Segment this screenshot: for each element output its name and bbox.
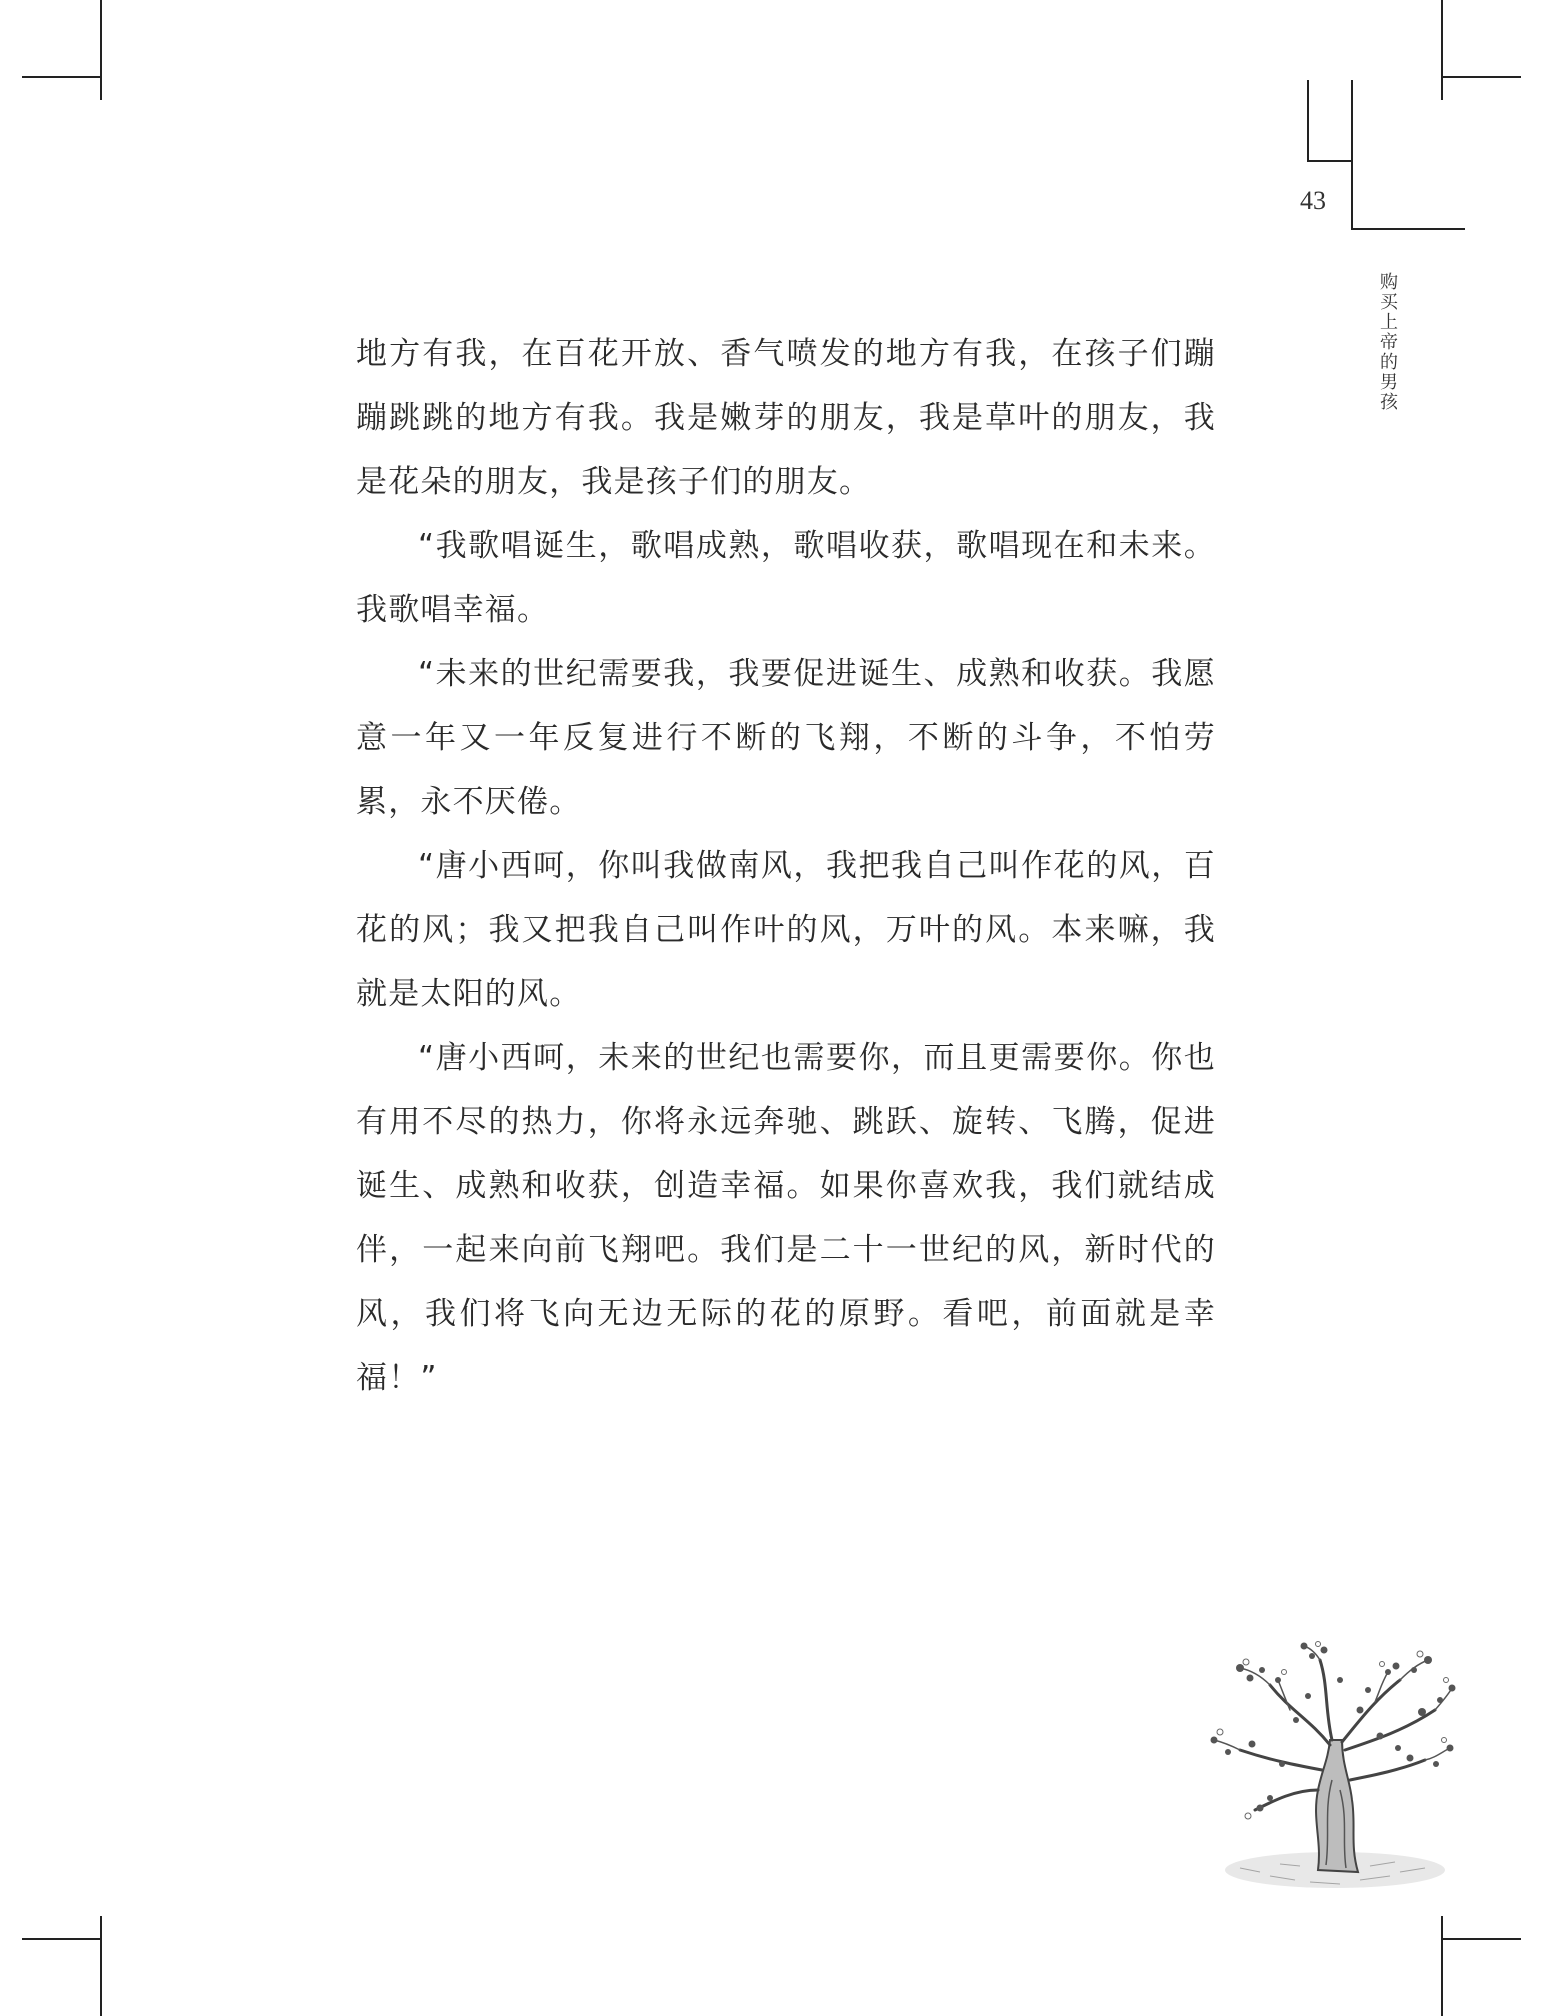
running-title: 购买上帝的男孩 xyxy=(1377,272,1398,412)
tree-sketch-icon xyxy=(1200,1640,1460,1910)
paragraph: “我歌唱诞生，歌唱成熟，歌唱收获，歌唱现在和未来。我歌唱幸福。 xyxy=(356,528,1216,628)
crop-mark-bottom-right-vertical xyxy=(1441,1916,1443,2016)
header-rule-left-vertical xyxy=(1307,80,1309,162)
paragraph: “唐小西呵，你叫我做南风，我把我自己叫作花的风，百花的风；我又把我自己叫作叶的风，万叶的风。本来嘛，我就是太阳的风。 xyxy=(356,848,1216,1012)
paragraph: “唐小西呵，未来的世纪也需要你，而且更需要你。你也有用不尽的热力，你将永远奔驰、跳跃、旋转、飞腾，促进诞生、成熟和收获，创造幸福。如果你喜欢我，我们就结成伴，一起来向前飞翔吧。我们是二十一世纪的风，新时代的风，我们将飞向无边无际的花的原野。看吧，前面就是幸福！” xyxy=(356,1040,1216,1396)
crop-mark-top-right-vertical xyxy=(1441,0,1443,100)
crop-mark-top-right-horizontal xyxy=(1441,76,1521,78)
crop-mark-top-left-vertical xyxy=(100,0,102,100)
header-rule-right-vertical xyxy=(1351,80,1353,230)
header-rule-left-horizontal xyxy=(1307,160,1353,162)
header-rule-right-horizontal xyxy=(1351,228,1465,230)
paragraph: 地方有我，在百花开放、香气喷发的地方有我，在孩子们蹦蹦跳跳的地方有我。我是嫩芽的朋友，我是草叶的朋友，我是花朵的朋友，我是孩子们的朋友。 xyxy=(356,336,1216,500)
page-number: 43 xyxy=(1300,186,1326,215)
crop-mark-bottom-left-horizontal xyxy=(22,1938,102,1940)
crop-mark-bottom-left-vertical xyxy=(100,1916,102,2016)
crop-mark-top-left-horizontal xyxy=(22,76,102,78)
body-text xyxy=(356,322,1216,1410)
crop-mark-bottom-right-horizontal xyxy=(1441,1938,1521,1940)
paragraph: “未来的世纪需要我，我要促进诞生、成熟和收获。我愿意一年又一年反复进行不断的飞翔，不断的斗争，不怕劳累，永不厌倦。 xyxy=(356,656,1216,820)
